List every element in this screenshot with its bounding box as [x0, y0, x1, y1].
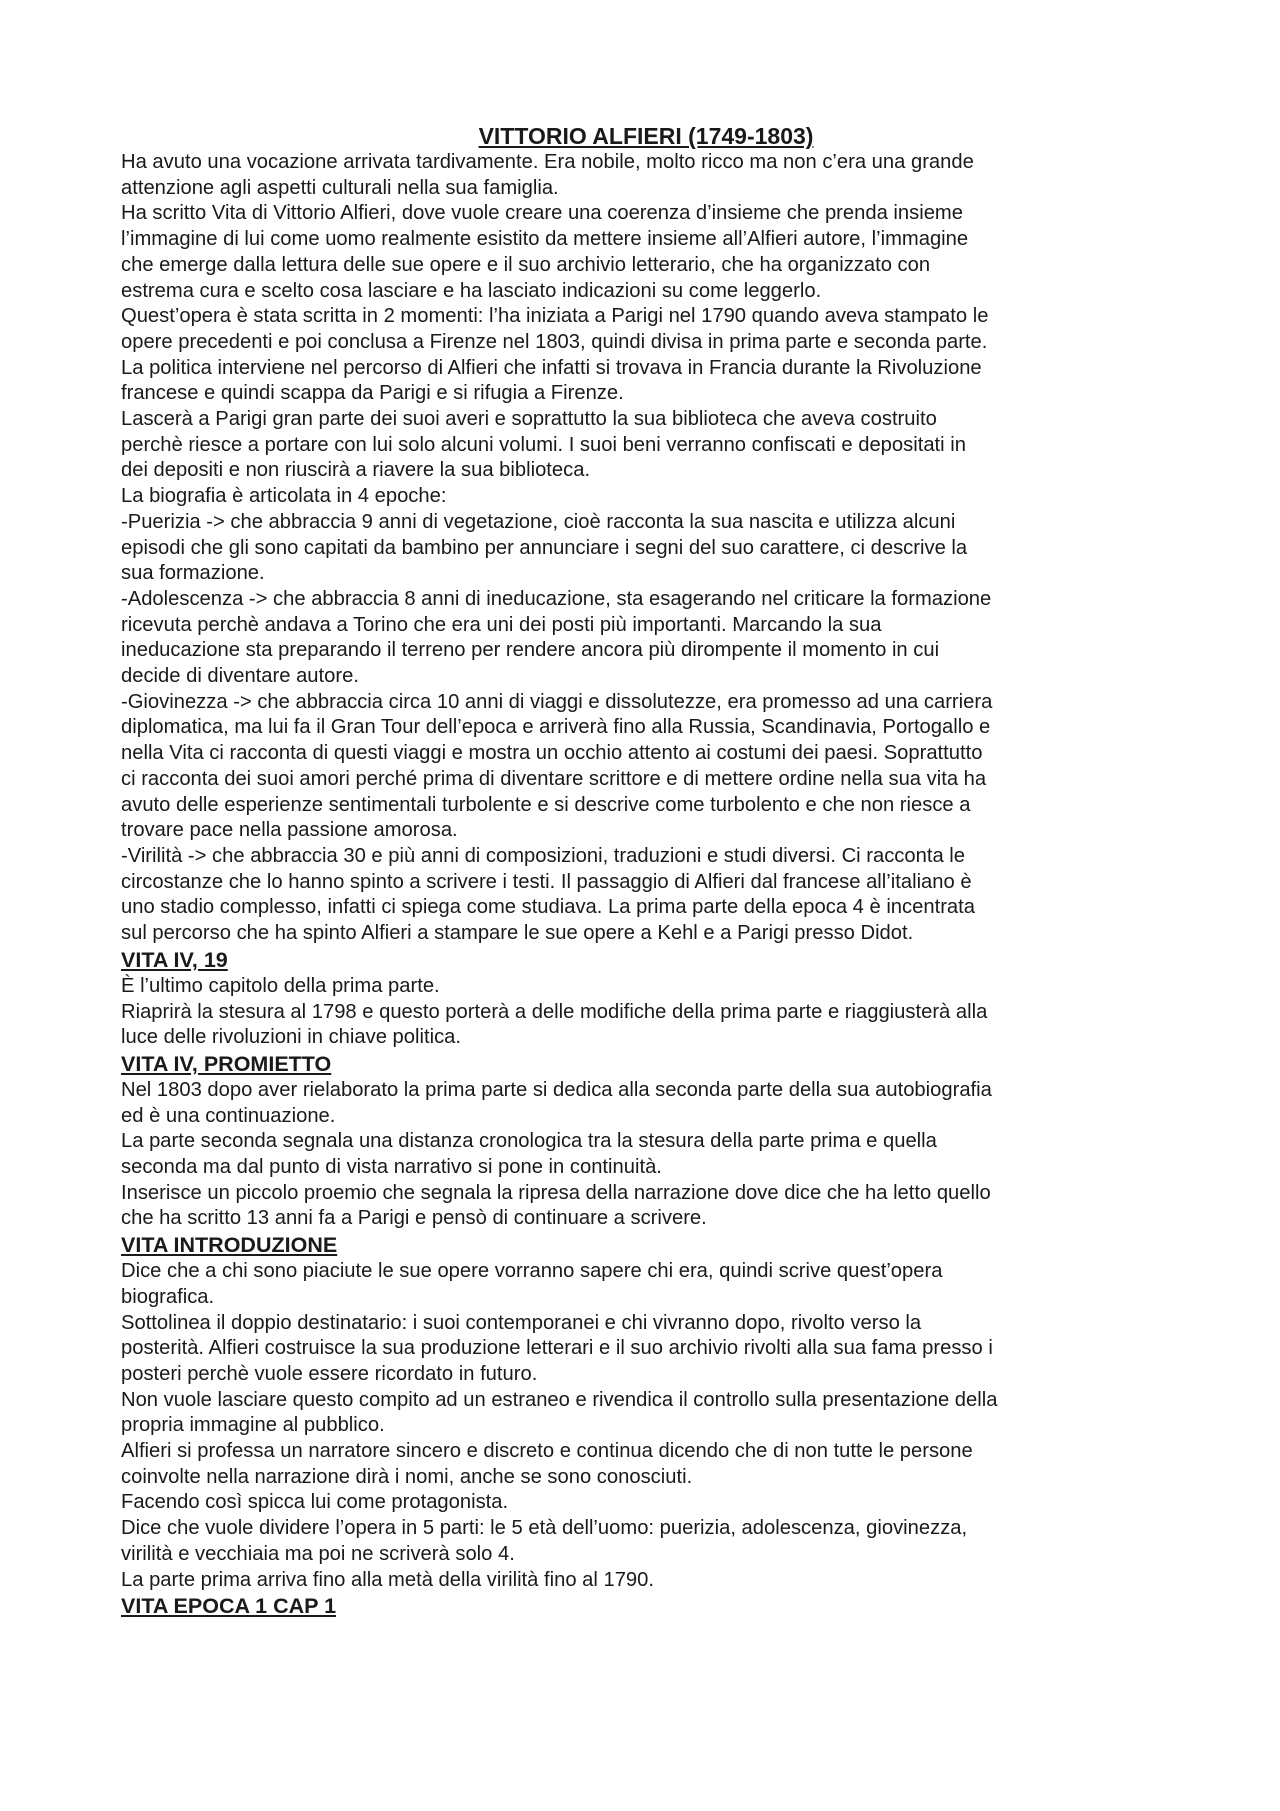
paragraph: La biografia è articolata in 4 epoche:: [121, 485, 447, 508]
list-item-virilita: -Virilità -> che abbraccia 30 e più anni di composizioni, traduzioni e studi diversi. Ci racconta le circostanze che lo hanno spinto a scrivere i testi. Il passaggio di Alfieri dal francese all’italiano è uno stadio complesso, infatti ci spiega come studiava. La prima parte della epoca 4 è incentrata sul percorso che ha spinto Alfieri a stampare le sue opere a Kehl e a Parigi presso Didot.: [121, 844, 975, 945]
paragraph: Quest’opera è stata scritta in 2 momenti: l’ha iniziata a Parigi nel 1790 quando aveva stampato le opere precedenti e poi conclusa a Firenze nel 1803, quindi divisa in prima parte e seconda parte.: [121, 305, 989, 353]
section-heading: VITA IV, 19: [121, 947, 228, 972]
paragraph: Dice che a chi sono piaciute le sue opere vorranno sapere chi era, quindi scrive quest’opera biografica.: [121, 1260, 943, 1308]
paragraph: Inserisce un piccolo proemio che segnala la ripresa della narrazione dove dice che ha letto quello che ha scritto 13 anni fa a Parigi e pensò di continuare a scrivere.: [121, 1181, 991, 1230]
paragraph: Alfieri si professa un narratore sincero e discreto e continua dicendo che di non tutte le persone coinvolte nella narrazione dirà i nomi, anche se sono conosciuti.: [121, 1440, 973, 1488]
paragraph: La parte prima arriva fino alla metà della virilità fino al 1790.: [121, 1568, 654, 1591]
list-item-adolescenza: -Adolescenza -> che abbraccia 8 anni di ineducazione, sta esagerando nel criticare la formazione ricevuta perchè andava a Torino che era uni dei posti più importanti. Marcando la sua ineducazione sta preparando il terreno per rendere ancora più dirompente il momento in cui decide di diventare autore.: [121, 587, 992, 688]
paragraph: Facendo così spicca lui come protagonista.: [121, 1491, 509, 1514]
paragraph: Lascerà a Parigi gran parte dei suoi averi e soprattutto la sua biblioteca che aveva costruito perchè riesce a portare con lui solo alcuni volumi. I suoi beni verranno confiscati e depositati in dei depositi e non riuscirà a riavere la sua biblioteca.: [121, 408, 966, 482]
section-heading: VITA IV, PROMIETTO: [121, 1051, 332, 1076]
paragraph: Sottolinea il doppio destinatario: i suoi contemporanei e chi vivranno dopo, rivolto verso la posterità. Alfieri costruisce la sua produzione letterari e il suo archivio rivolti alla sua fama presso i posteri perchè vuole essere ricordato in futuro.: [121, 1311, 993, 1385]
section-vita-iv-promietto: [121, 1051, 1171, 1232]
document-page: [121, 122, 1171, 1620]
paragraph: Nel 1803 dopo aver rielaborato la prima parte si dedica alla seconda parte della sua autobiografia ed è una continuazione.: [121, 1078, 992, 1127]
paragraph: Riaprirà la stesura al 1798 e questo porterà a delle modifiche della prima parte e riaggiusterà alla luce delle rivoluzioni in chiave politica.: [121, 1000, 988, 1049]
paragraph: La parte seconda segnala una distanza cronologica tra la stesura della parte prima e quella seconda ma dal punto di vista narrativo si pone in continuità.: [121, 1130, 937, 1179]
paragraph: Ha scritto Vita di Vittorio Alfieri, dove vuole creare una coerenza d’insieme che prenda insieme l’immagine di lui come uomo realmente esistito da mettere insieme all’Alfieri autore, l’immagine che emerge dalla lettura delle sue opere e il suo archivio letterario, che ha organizzato con estrema cura e scelto cosa lasciare e ha lasciato indicazioni su come leggerlo.: [121, 202, 969, 302]
list-item-puerizia: -Puerizia -> che abbraccia 9 anni di vegetazione, cioè racconta la sua nascita e utilizza alcuni episodi che gli sono capitati da bambino per annunciare i segni del suo carattere, ci descrive la sua formazione.: [121, 510, 968, 585]
section-vita-iv-19: [121, 947, 1171, 1051]
section-vita-introduzione: [121, 1232, 1171, 1593]
list-item-giovinezza: -Giovinezza -> che abbraccia circa 10 anni di viaggi e dissolutezze, era promesso ad una carriera diplomatica, ma lui fa il Gran Tour dell’epoca e arriverà fino alla Russia, Scandinavia, Portogallo e nella Vita ci racconta di questi viaggi e mostra un occhio attento ai costumi dei paesi. Soprattutto ci racconta dei suoi amori perché prima di diventare scrittore e di mettere ordine nella sua vita ha avuto delle esperienze sentimentali turbolente e si descrive come turbolento e che non riesce a trovare pace nella passione amorosa.: [121, 690, 993, 842]
paragraph: Ha avuto una vocazione arrivata tardivamente. Era nobile, molto ricco ma non c’era una grande attenzione agli aspetti culturali nella sua famiglia.: [121, 151, 974, 199]
section-vita-epoca-1-cap-1: [121, 1593, 1171, 1620]
paragraph: Non vuole lasciare questo compito ad un estraneo e rivendica il controllo sulla presentazione della propria immagine al pubblico.: [121, 1388, 998, 1437]
section-heading: VITA INTRODUZIONE: [121, 1233, 338, 1258]
paragraph: La politica interviene nel percorso di Alfieri che infatti si trovava in Francia durante la Rivoluzione francese e quindi scappa da Parigi e si rifugia a Firenze.: [121, 356, 982, 405]
paragraph: Dice che vuole dividere l’opera in 5 parti: le 5 età dell’uomo: puerizia, adolescenza, giovinezza, virilità e vecchiaia ma poi ne scriverà solo 4.: [121, 1517, 968, 1565]
section-intro: [121, 150, 1171, 947]
document-title: VITTORIO ALFIERI (1749-1803): [478, 123, 814, 149]
paragraph: È l’ultimo capitolo della prima parte.: [121, 974, 440, 997]
section-heading: VITA EPOCA 1 CAP 1: [121, 1594, 337, 1619]
